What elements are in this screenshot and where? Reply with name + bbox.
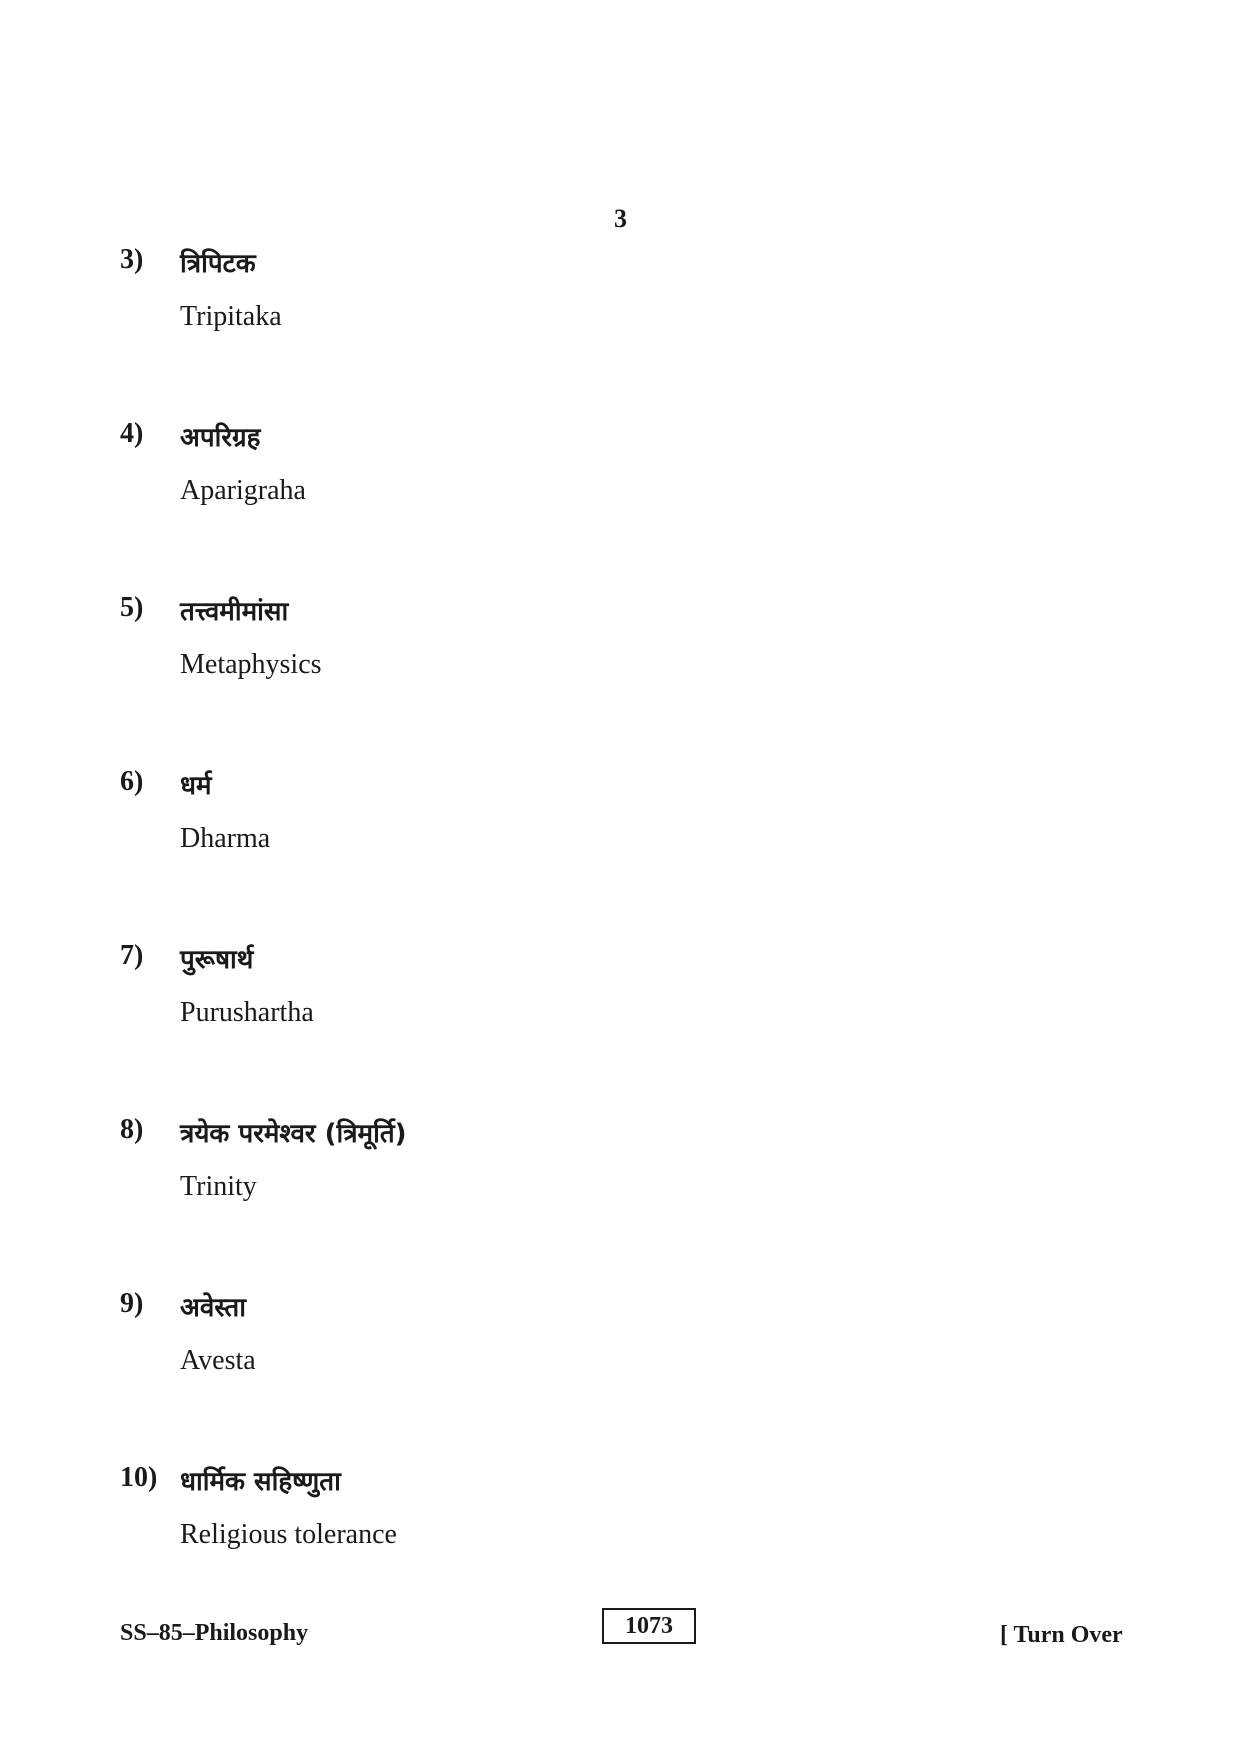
question-english: Metaphysics [180, 649, 322, 680]
question-hindi: त्रिपिटक [180, 249, 256, 279]
question-item [120, 1288, 1120, 1408]
question-english: Tripitaka [180, 301, 282, 332]
question-hindi: पुरूषार्थ [180, 945, 254, 975]
turn-over-label: [ Turn Over [1000, 1622, 1123, 1648]
question-english: Dharma [180, 823, 271, 854]
question-number: 7) [120, 940, 144, 971]
question-number: 4) [120, 418, 144, 449]
question-item [120, 1114, 1120, 1234]
question-item [120, 418, 1120, 538]
question-item [120, 766, 1120, 886]
page-number: 3 [614, 204, 627, 233]
question-hindi: त्रयेक परमेश्वर (त्रिमूर्ति) [180, 1119, 407, 1149]
question-hindi: अवेस्ता [180, 1293, 246, 1323]
question-english: Aparigraha [180, 475, 306, 506]
question-item [120, 1462, 1120, 1582]
question-item [120, 940, 1120, 1060]
paper-number-box: 1073 [602, 1608, 696, 1644]
question-english: Religious tolerance [180, 1519, 397, 1550]
question-number: 8) [120, 1114, 144, 1145]
subject-code: SS–85–Philosophy [120, 1620, 309, 1646]
question-english: Trinity [180, 1171, 257, 1202]
question-hindi: अपरिग्रह [180, 423, 261, 453]
question-number: 9) [120, 1288, 144, 1319]
question-number: 6) [120, 766, 144, 797]
question-item [120, 244, 1120, 364]
question-hindi: धार्मिक सहिष्णुता [180, 1467, 341, 1497]
question-hindi: तत्त्वमीमांसा [180, 597, 289, 627]
question-number: 10) [120, 1462, 158, 1493]
question-item [120, 592, 1120, 712]
question-number: 5) [120, 592, 144, 623]
question-hindi: धर्म [180, 771, 212, 801]
question-english: Purushartha [180, 997, 314, 1028]
question-english: Avesta [180, 1345, 256, 1376]
question-number: 3) [120, 244, 144, 275]
